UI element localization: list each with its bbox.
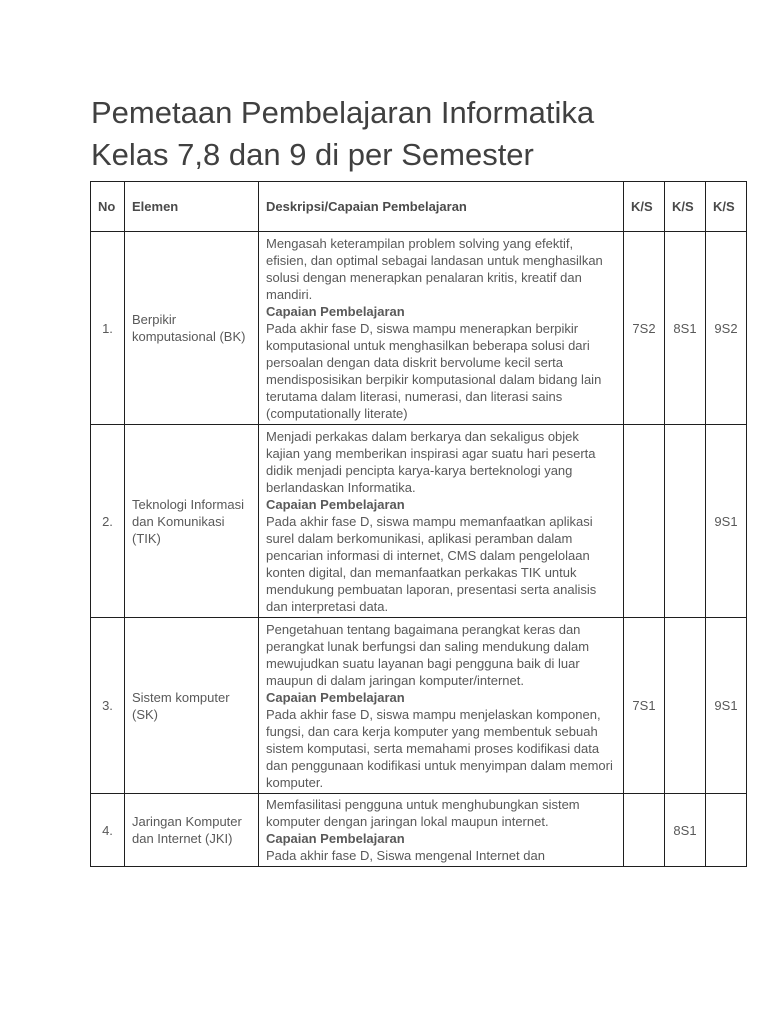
row-ks-2 bbox=[665, 425, 706, 618]
capaian-label: Capaian Pembelajaran bbox=[266, 831, 405, 846]
row-number: 2. bbox=[91, 425, 125, 618]
capaian-text: Pada akhir fase D, Siswa mengenal Internet dan bbox=[266, 848, 545, 863]
row-ks-2 bbox=[665, 618, 706, 794]
table-row bbox=[91, 425, 747, 618]
row-ks-3: 9S2 bbox=[706, 232, 747, 425]
page-title bbox=[91, 92, 731, 176]
header-elemen: Elemen bbox=[125, 182, 259, 232]
table-header-row bbox=[91, 182, 747, 232]
description-text: Pengetahuan tentang bagaimana perangkat keras dan perangkat lunak berfungsi dan saling mendukung dalam mewujudkan suatu layanan bagi pengguna baik di luar maupun di dalam jaringan komputer/internet. bbox=[266, 621, 590, 688]
row-ks-1: 7S1 bbox=[624, 618, 665, 794]
row-deskripsi bbox=[259, 794, 624, 867]
row-ks-1: 7S2 bbox=[624, 232, 665, 425]
page-title-line-2: Kelas 7,8 dan 9 di per Semester bbox=[91, 137, 534, 172]
description-text: Menjadi perkakas dalam berkarya dan sekaligus objek kajian yang memberikan inspirasi agar suatu hari peserta didik menjadi pencipta karya-karya berteknologi yang berlandaskan Informatika. bbox=[266, 428, 596, 495]
row-ks-1 bbox=[624, 794, 665, 867]
page-title-line-1: Pemetaan Pembelajaran Informatika bbox=[91, 95, 595, 130]
row-deskripsi bbox=[259, 425, 624, 618]
row-ks-3 bbox=[706, 794, 747, 867]
header-ks-1: K/S bbox=[624, 182, 665, 232]
row-ks-3: 9S1 bbox=[706, 618, 747, 794]
row-number: 3. bbox=[91, 618, 125, 794]
table-row bbox=[91, 794, 747, 867]
header-no: No bbox=[91, 182, 125, 232]
row-number: 1. bbox=[91, 232, 125, 425]
header-deskripsi: Deskripsi/Capaian Pembelajaran bbox=[259, 182, 624, 232]
row-deskripsi bbox=[259, 232, 624, 425]
row-ks-2: 8S1 bbox=[665, 794, 706, 867]
description-text: Memfasilitasi pengguna untuk menghubungkan sistem komputer dengan jaringan lokal maupun internet. bbox=[266, 797, 580, 829]
row-elemen: Berpikir komputasional (BK) bbox=[125, 232, 259, 425]
row-ks-3: 9S1 bbox=[706, 425, 747, 618]
row-ks-2: 8S1 bbox=[665, 232, 706, 425]
learning-map-table bbox=[90, 181, 747, 867]
capaian-label: Capaian Pembelajaran bbox=[266, 689, 405, 705]
row-number: 4. bbox=[91, 794, 125, 867]
row-elemen: Sistem komputer (SK) bbox=[125, 618, 259, 794]
capaian-text: Pada akhir fase D, siswa mampu menjelaskan komponen, fungsi, dan cara kerja komputer yang membentuk sebuah sistem komputasi, serta memahami proses kodifikasi data dan penggunaan kodifikasi untuk menyimpan dalam memori komputer. bbox=[266, 706, 613, 790]
row-deskripsi bbox=[259, 618, 624, 794]
table-row bbox=[91, 232, 747, 425]
header-ks-2: K/S bbox=[665, 182, 706, 232]
capaian-label: Capaian Pembelajaran bbox=[266, 303, 405, 319]
capaian-text: Pada akhir fase D, siswa mampu memanfaatkan aplikasi surel dalam berkomunikasi, aplikasi peramban dalam pencarian informasi di internet, CMS dalam pengelolaan konten digital, dan memanfaatkan perkakas TIK untuk mendukung pembuatan laporan, presentasi serta analisis dan interpretasi data. bbox=[266, 513, 597, 614]
capaian-label: Capaian Pembelajaran bbox=[266, 496, 405, 512]
description-text: Mengasah keterampilan problem solving yang efektif, efisien, dan optimal sebagai landasan untuk menghasilkan solusi dengan menerapkan penalaran kritis, kreatif dan mandiri. bbox=[266, 235, 603, 302]
table-row bbox=[91, 618, 747, 794]
row-ks-1 bbox=[624, 425, 665, 618]
header-ks-3: K/S bbox=[706, 182, 747, 232]
row-elemen: Jaringan Komputer dan Internet (JKI) bbox=[125, 794, 259, 867]
capaian-text: Pada akhir fase D, siswa mampu menerapkan berpikir komputasional untuk menghasilkan beberapa solusi dari persoalan dengan data diskrit bervolume kecil serta mendisposisikan berpikir komputasional dalam bidang lain terutama dalam literasi, numerasi, dan literasi sains (computationally literate) bbox=[266, 320, 602, 421]
row-elemen: Teknologi Informasi dan Komunikasi (TIK) bbox=[125, 425, 259, 618]
